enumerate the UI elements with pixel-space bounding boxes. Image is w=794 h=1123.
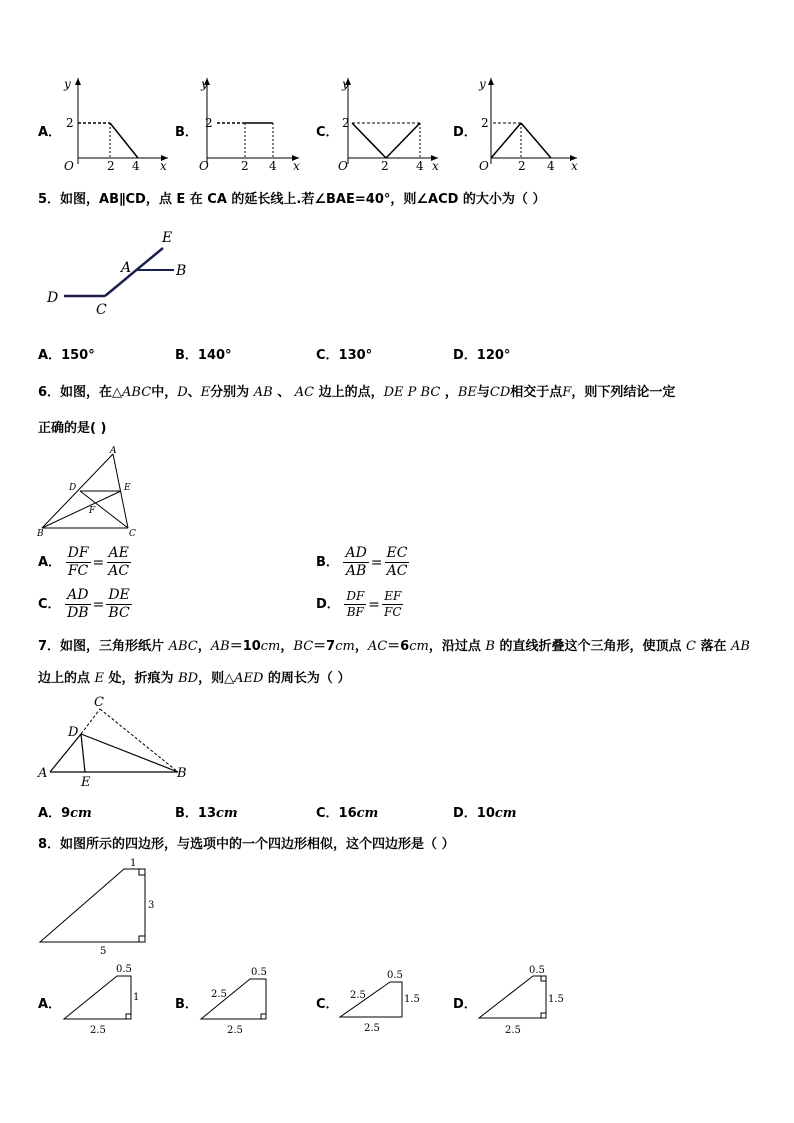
q4-option-a-letter: A． (38, 125, 62, 140)
q4-a-y-label: y (64, 77, 71, 91)
q8-b-top: 0.5 (251, 967, 267, 978)
q4-graph-c (334, 72, 454, 172)
q8-option-d-letter[interactable]: D． (453, 997, 477, 1012)
q5-option-b-letter: B． (175, 348, 198, 363)
q6-option-a-frac1: $\frac{DF}{FC}$ (67, 545, 89, 579)
q8-option-b-figure (195, 962, 285, 1040)
q6-text-c: 、 (187, 385, 201, 400)
q5-option-c[interactable] (316, 344, 372, 363)
q7-option-c[interactable]: C．16cm (316, 806, 379, 821)
q8-d-top: 0.5 (529, 965, 545, 976)
q4-c-tick-4x: 4 (416, 159, 424, 172)
q5-label-a: A (121, 260, 132, 276)
q6-option-a-frac2: $\frac{AE}{AC}$ (108, 545, 130, 579)
q5-option-d[interactable] (453, 344, 510, 363)
q6-seg-be: BE (457, 385, 477, 400)
q4-c-seg1 (352, 123, 386, 158)
q6-point-e: E (200, 385, 211, 400)
q6-seg-cd: CD (489, 385, 511, 400)
q4-a-x-label: x (160, 159, 167, 172)
q6-point-f: F (562, 385, 572, 400)
q4-c-seg2 (386, 123, 420, 158)
q7-option-a[interactable]: A．9cm (38, 806, 92, 821)
q8-a-right: 1 (133, 992, 140, 1003)
q8-a-bottom: 2.5 (90, 1025, 106, 1036)
q4-graph-b (195, 72, 315, 172)
q6-text-a: 6．如图，在 (38, 385, 113, 400)
q8-c-top: 0.5 (387, 970, 403, 981)
q5-label-d: D (47, 290, 59, 306)
q6-text-i: 相交于点 (510, 385, 563, 400)
q5-label-e: E (162, 230, 173, 246)
q8-b-left: 2.5 (211, 989, 227, 1000)
q4-d-tick-2x: 2 (518, 159, 526, 172)
q8-main-figure (36, 856, 166, 960)
q8-option-a-letter[interactable]: A． (38, 997, 62, 1012)
q4-b-tick-2x: 2 (241, 159, 249, 172)
q4-graph-a (58, 72, 178, 172)
q6-text-b: 中， (151, 385, 178, 400)
q6-option-b[interactable]: B． $\frac{AD}{AB}$ = $\frac{EC}{AC}$ (316, 545, 408, 579)
q6-text-j: ，则下列结论一定 (571, 385, 676, 400)
q8-a-top: 0.5 (116, 964, 132, 975)
q8-option-a-figure (58, 962, 148, 1040)
q5-figure (40, 222, 210, 322)
q7-figure (36, 694, 190, 790)
q5-option-c-value: 130° (338, 348, 373, 363)
q5-option-a[interactable] (38, 344, 95, 363)
q5-question-text: 5．如图，AB∥CD，点 E 在 CA 的延长线上.若∠BAE=40°，则∠ACD 的大小为（ ） (38, 192, 546, 207)
q4-c-tick-2y: 2 (342, 116, 350, 130)
q7-line-dc-fold (81, 709, 100, 734)
q8-option-c-figure (336, 962, 436, 1040)
q7-question-line1: 7．如图，三角形纸片 ABC，AB＝10cm，BC＝7cm，AC＝6cm，沿过点 B 的直线折叠这个三角形，使顶点 C 落在 AB (38, 639, 750, 654)
q4-option-c-letter: C． (316, 125, 339, 140)
q8-question-text: 8．如图所示的四边形，与选项中的一个四边形相似，这个四边形是（ ） (38, 837, 455, 852)
q7-question-line2: 边上的点 E 处，折痕为 BD，则△AED 的周长为（ ） (38, 671, 351, 686)
q4-c-origin: O (338, 159, 348, 172)
q6-option-a[interactable]: A． $\frac{DF}{FC}$ = $\frac{AE}{AC}$ (38, 545, 130, 579)
q7-line-cb-fold (100, 709, 178, 772)
q6-triangle-abc: △ABC (112, 385, 152, 400)
q6-label-d: D (69, 483, 77, 493)
q8-option-b-letter[interactable]: B． (175, 997, 198, 1012)
q6-option-d-frac1: $\frac{DF}{BF}$ (346, 589, 365, 619)
q7-label-c: C (94, 695, 104, 710)
q6-label-b: B (37, 529, 44, 539)
q4-b-y-label: y (201, 77, 208, 91)
q8-d-right: 1.5 (548, 994, 564, 1005)
q6-line-dc (80, 491, 128, 528)
q8-main-right-angle-top (139, 869, 145, 875)
q4-a-tick-2y: 2 (66, 116, 74, 130)
q4-c-x-label: x (432, 159, 439, 172)
q8-c-bottom: 2.5 (364, 1023, 380, 1034)
q8-main-top: 1 (130, 858, 137, 869)
q5-label-c: C (96, 302, 107, 318)
q6-text-c2: 、 (277, 385, 291, 400)
q6-de-parallel-bc: DE P BC (383, 385, 441, 400)
q6-option-c-frac1: $\frac{AD}{DB}$ (67, 587, 89, 621)
q6-label-c: C (129, 529, 136, 539)
q4-d-origin: O (479, 159, 489, 172)
q4-a-tick-4x: 4 (132, 159, 140, 172)
q4-d-seg1 (491, 123, 521, 158)
q7-label-b: B (177, 766, 187, 781)
q4-option-b-letter: B． (175, 125, 198, 140)
q4-option-d-letter: D． (453, 125, 477, 140)
q5-option-b-value: 140° (197, 348, 232, 363)
q7-option-b[interactable]: B．13cm (175, 806, 238, 821)
q6-text-d: 分别为 (210, 385, 250, 400)
q4-b-tick-2y: 2 (205, 116, 213, 130)
q7-label-d: D (68, 725, 79, 740)
q6-seg-ac: AC (294, 385, 315, 400)
q6-question-line1 (38, 381, 675, 400)
q6-label-a: A (110, 446, 117, 456)
q7-line-db (81, 734, 178, 772)
q6-point-d: D (177, 385, 188, 400)
q4-b-origin: O (199, 159, 209, 172)
q6-figure (36, 444, 146, 540)
q7-label-e: E (81, 775, 91, 790)
q5-option-b[interactable] (175, 344, 232, 363)
q6-question-line2: 正确的是( ) (38, 421, 107, 436)
q6-option-d-letter: D． (316, 597, 340, 612)
q8-main-bottom: 5 (100, 946, 107, 957)
q4-d-seg2 (521, 123, 551, 158)
q4-d-y-label: y (479, 77, 486, 91)
q4-graph-d (473, 72, 593, 172)
q8-main-trapezoid (40, 869, 145, 942)
q5-option-c-letter: C． (316, 348, 339, 363)
q6-option-b-frac1: $\frac{AD}{AB}$ (345, 545, 367, 579)
q6-text-g: ， (444, 385, 458, 400)
q6-option-c-letter: C． (38, 597, 61, 612)
q6-option-c[interactable]: C． $\frac{AD}{DB}$ = $\frac{DE}{BC}$ (38, 587, 130, 621)
q5-option-a-letter: A． (38, 348, 62, 363)
q8-b-bottom: 2.5 (227, 1025, 243, 1036)
q7-label-a: A (38, 766, 48, 781)
q8-d-bottom: 2.5 (505, 1025, 521, 1036)
q8-option-d-figure (473, 962, 573, 1040)
q6-option-d-frac2: $\frac{EF}{FC}$ (384, 589, 402, 619)
q4-a-tick-2x: 2 (107, 159, 115, 172)
q5-option-d-letter: D． (453, 348, 477, 363)
q4-c-y-label: y (342, 77, 349, 91)
q6-option-a-letter: A． (38, 555, 62, 570)
q4-a-origin: O (64, 159, 74, 172)
q6-label-e: E (124, 483, 131, 493)
q6-text-f: 边上的点， (318, 385, 384, 400)
q4-d-tick-4x: 4 (547, 159, 555, 172)
q5-option-d-value: 120° (476, 348, 511, 363)
q8-c-right: 1.5 (404, 994, 420, 1005)
q8-option-c-letter[interactable]: C． (316, 997, 339, 1012)
q4-d-x-label: x (571, 159, 578, 172)
q6-seg-ab: AB (253, 385, 273, 400)
q6-option-c-frac2: $\frac{DE}{BC}$ (108, 587, 130, 621)
q6-option-d[interactable]: D． $\frac{DF}{BF}$ = $\frac{EF}{FC}$ (316, 589, 402, 619)
q8-c-left: 2.5 (350, 990, 366, 1001)
q6-text-h: 与 (476, 385, 490, 400)
q4-d-tick-2y: 2 (481, 116, 489, 130)
q5-label-b: B (176, 263, 187, 279)
q4-b-x-label: x (293, 159, 300, 172)
q8-main-right-angle-bottom (139, 936, 145, 942)
q6-line-be (42, 491, 121, 528)
q8-main-right: 3 (148, 900, 155, 911)
q6-option-b-frac2: $\frac{EC}{AC}$ (386, 545, 408, 579)
q4-a-seg2 (110, 123, 138, 158)
q5-option-a-value: 150° (61, 348, 95, 363)
q5-line-ce (105, 248, 163, 296)
q4-c-tick-2x: 2 (381, 159, 389, 172)
q6-option-b-letter: B． (316, 555, 339, 570)
q6-label-f: F (89, 506, 96, 516)
q7-triangle-abc: ABC (168, 639, 198, 654)
q7-line-de (81, 734, 85, 772)
q7-option-d[interactable]: D．10cm (453, 806, 517, 821)
q4-b-tick-4x: 4 (269, 159, 277, 172)
